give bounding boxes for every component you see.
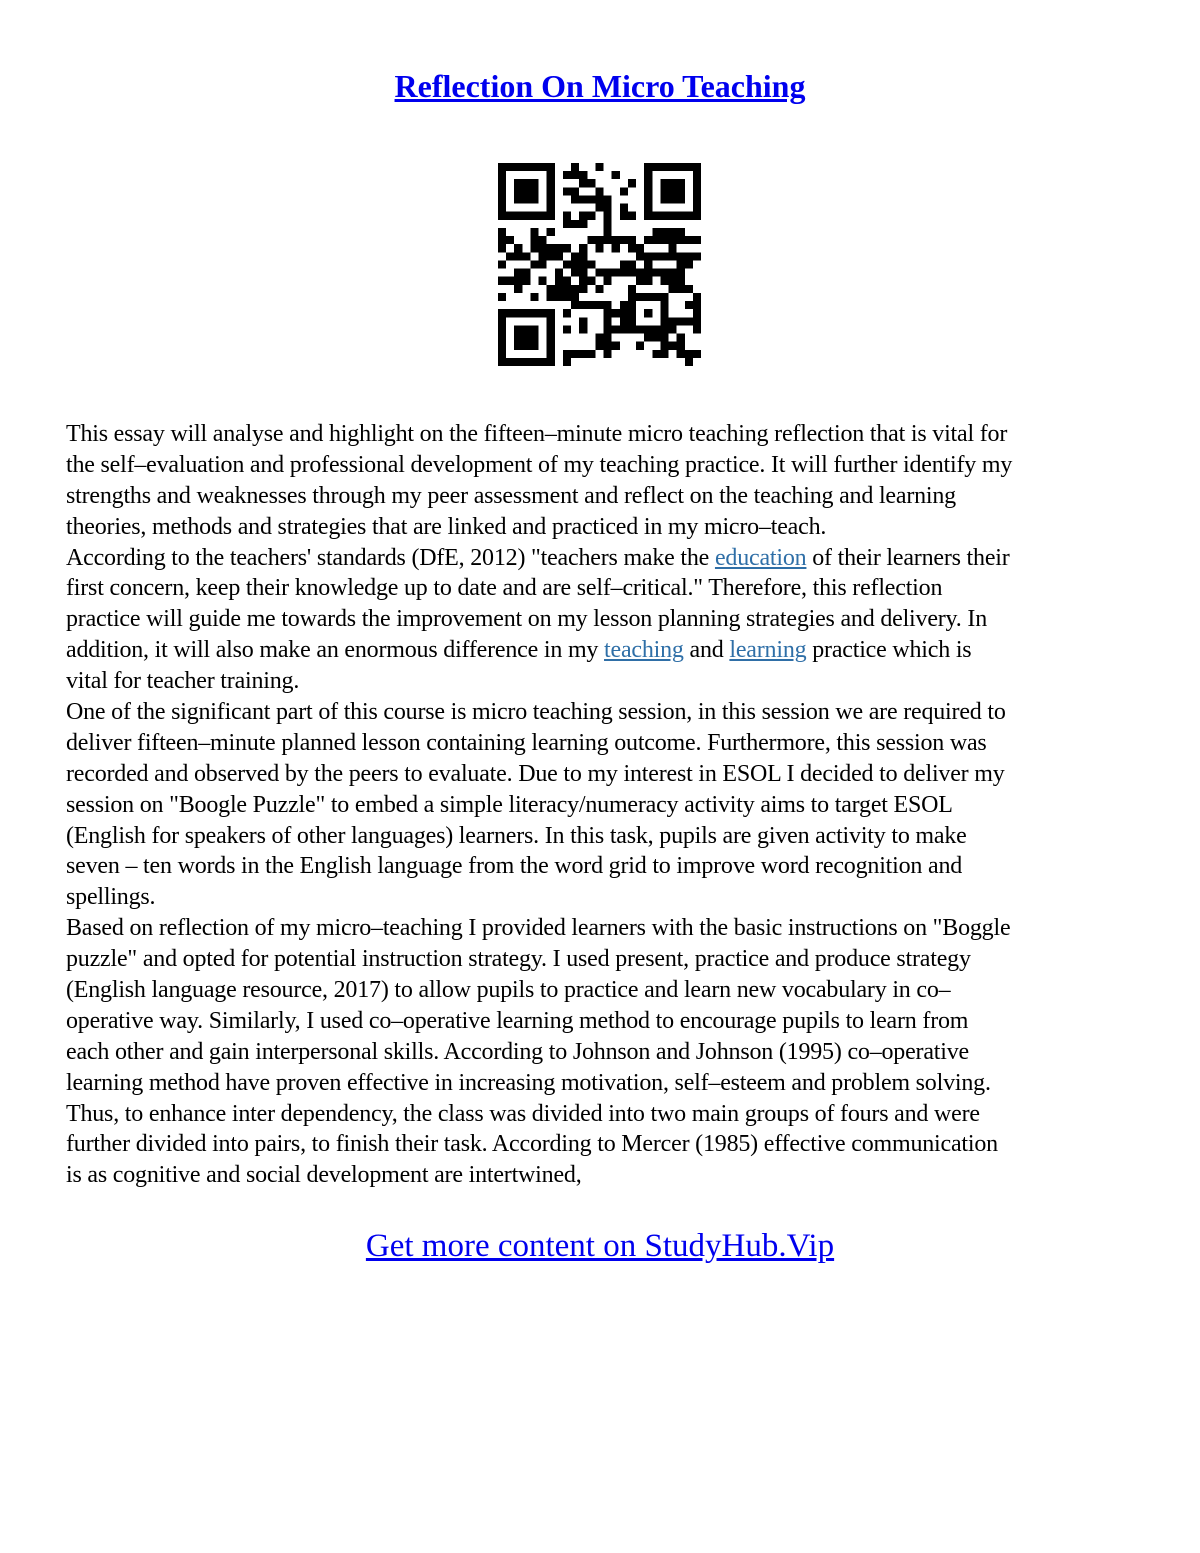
essay-text: operative way. Similarly, I used co–operative learning method to encourage pupils to learn from xyxy=(66,1007,969,1034)
essay-text: vital for teacher training. xyxy=(66,668,300,695)
footer-link[interactable]: Get more content on StudyHub.Vip xyxy=(365,1228,835,1264)
essay-body xyxy=(66,419,1146,1191)
essay-text: the self–evaluation and professional development of my teaching practice. It will further identify my xyxy=(66,451,1013,478)
essay-line xyxy=(66,635,1146,666)
essay-line xyxy=(66,604,1146,635)
page-title xyxy=(0,62,1200,110)
essay-text: of their learners their xyxy=(806,544,1010,571)
essay-text: (English for speakers of other languages) learners. In this task, pupils are given activity to make xyxy=(66,822,967,849)
essay-text: This essay will analyse and highlight on the fifteen–minute micro teaching reflection that is vital for xyxy=(66,421,1008,447)
essay-text: is as cognitive and social development are intertwined, xyxy=(66,1162,582,1189)
essay-line xyxy=(66,543,1146,574)
essay-line xyxy=(66,913,1146,944)
essay-line xyxy=(66,882,1146,913)
essay-text: Based on reflection of my micro–teaching I provided learners with the basic instructions on "Boggle xyxy=(66,915,1011,942)
essay-line xyxy=(66,697,1146,728)
title-link[interactable]: Reflection On Micro Teaching xyxy=(394,68,806,104)
essay-text: puzzle" and opted for potential instruction strategy. I used present, practice and produce strategy xyxy=(66,946,971,973)
essay-text: each other and gain interpersonal skills. According to Johnson and Johnson (1995) co–operative xyxy=(66,1038,969,1065)
essay-line xyxy=(66,759,1146,790)
essay-line xyxy=(66,851,1146,882)
essay-line xyxy=(66,481,1146,512)
essay-line xyxy=(66,1129,1146,1160)
essay-text: recorded and observed by the peers to evaluate. Due to my interest in ESOL I decided to deliver my xyxy=(66,760,1005,787)
inline-link-teaching[interactable]: teaching xyxy=(604,637,684,664)
essay-text: According to the teachers' standards (DfE, 2012) "teachers make the xyxy=(66,544,715,571)
essay-line xyxy=(66,419,1146,450)
footer xyxy=(0,1224,1200,1268)
essay-text: practice which is xyxy=(806,637,972,664)
essay-line xyxy=(66,512,1146,543)
essay-line xyxy=(66,944,1146,975)
essay-line xyxy=(66,1006,1146,1037)
essay-text: further divided into pairs, to finish their task. According to Mercer (1985) effective communication xyxy=(66,1131,998,1158)
essay-line xyxy=(66,450,1146,481)
essay-text: and xyxy=(683,637,730,664)
essay-line xyxy=(66,1037,1146,1068)
essay-line xyxy=(66,728,1146,759)
essay-text: first concern, keep their knowledge up to date and are self–critical." Therefore, this reflection xyxy=(66,575,943,602)
essay-text: theories, methods and strategies that are linked and practiced in my micro–teach. xyxy=(66,513,827,540)
essay-text: addition, it will also make an enormous difference in my xyxy=(66,637,605,664)
essay-text: spellings. xyxy=(66,884,156,911)
inline-link-education[interactable]: education xyxy=(714,544,807,571)
essay-text: deliver fifteen–minute planned lesson containing learning outcome. Furthermore, this session was xyxy=(66,729,987,756)
essay-line xyxy=(66,1099,1146,1130)
essay-line xyxy=(66,1068,1146,1099)
essay-text: learning method have proven effective in increasing motivation, self–esteem and problem solving. xyxy=(66,1069,991,1096)
essay-text: seven – ten words in the English language from the word grid to improve word recognition and xyxy=(66,853,963,880)
inline-link-learning[interactable]: learning xyxy=(729,637,807,664)
essay-line xyxy=(66,821,1146,852)
essay-text: practice will guide me towards the improvement on my lesson planning strategies and delivery. In xyxy=(66,606,987,633)
essay-line xyxy=(66,975,1146,1006)
essay-line xyxy=(66,573,1146,604)
essay-line xyxy=(66,1160,1146,1191)
qr-code-icon xyxy=(498,163,701,366)
essay-text: One of the significant part of this course is micro teaching session, in this session we are required to xyxy=(66,699,1006,726)
essay-text: session on "Boogle Puzzle" to embed a simple literacy/numeracy activity aims to target ESOL xyxy=(66,791,953,818)
essay-line xyxy=(66,666,1146,697)
essay-text: strengths and weaknesses through my peer assessment and reflect on the teaching and learning xyxy=(66,482,956,509)
essay-text: (English language resource, 2017) to allow pupils to practice and learn new vocabulary in co– xyxy=(66,977,951,1004)
essay-text: Thus, to enhance inter dependency, the class was divided into two main groups of fours and were xyxy=(66,1100,980,1127)
essay-line xyxy=(66,790,1146,821)
